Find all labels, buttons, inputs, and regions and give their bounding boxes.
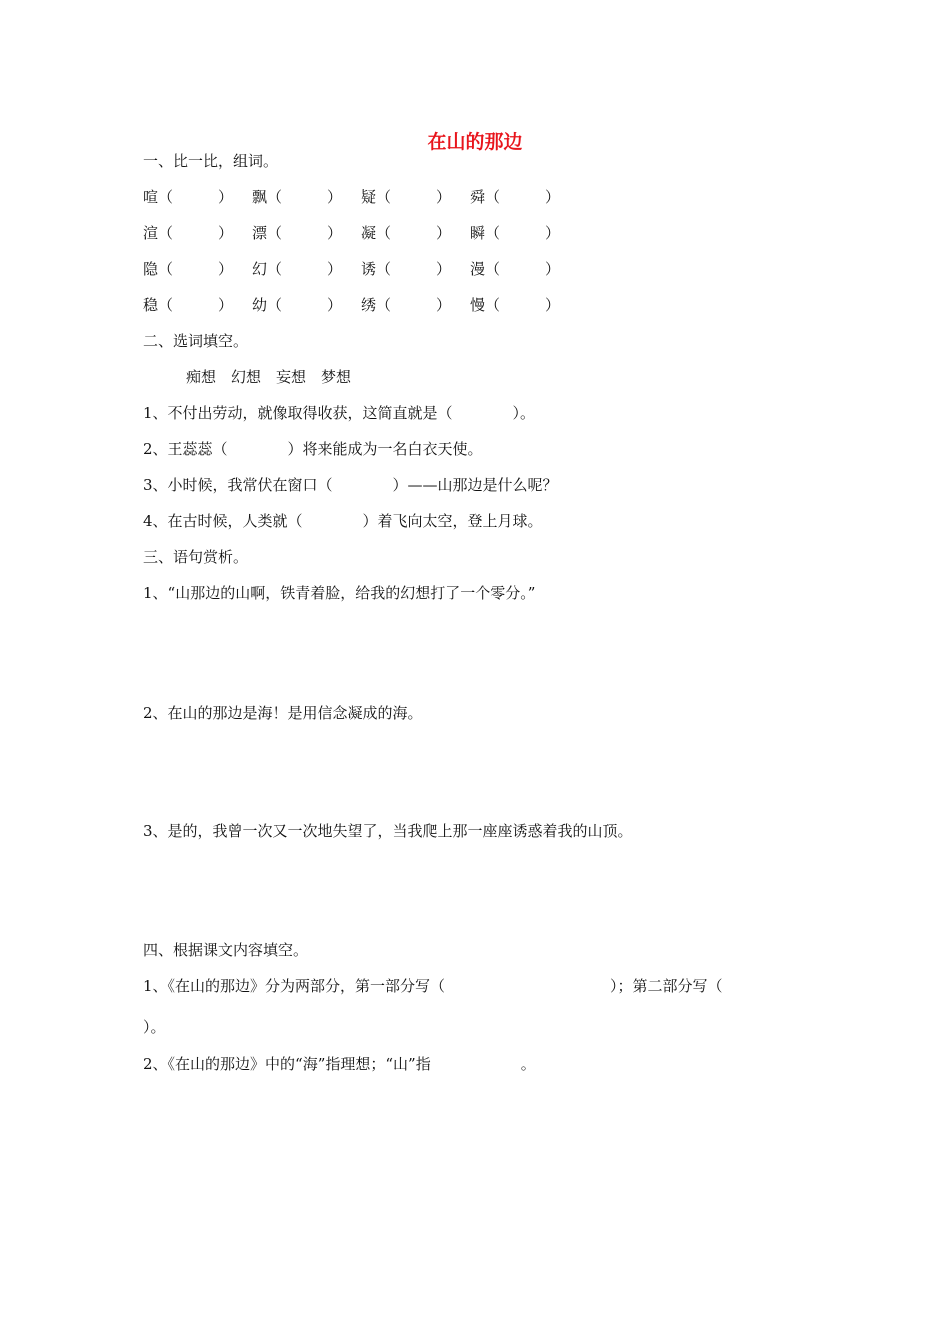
fill-item-continuation: ）。 [143, 1018, 166, 1036]
fill-item: 2、王蕊蕊（ ）将来能成为一名白衣天使。 [143, 440, 483, 458]
word-cell: 稳（ ） [143, 296, 234, 314]
word-cell: 幻（ ） [252, 260, 343, 278]
word-cell: 舜（ ） [470, 188, 561, 206]
analysis-item: 1、“山那边的山啊，铁青着脸，给我的幻想打了一个零分。” [143, 584, 536, 602]
section2-heading: 二、选词填空。 [143, 332, 249, 350]
fill-item: 4、在古时候，人类就（ ）着飞向太空，登上月球。 [143, 512, 543, 530]
fill-item: 2、《在山的那边》中的“海”指理想；“山”指 。 [143, 1055, 536, 1073]
section1-heading: 一、比一比，组词。 [143, 152, 279, 170]
word-cell: 隐（ ） [143, 260, 234, 278]
word-cell: 凝（ ） [361, 224, 452, 242]
word-cell: 喧（ ） [143, 188, 234, 206]
word-cell: 渲（ ） [143, 224, 234, 242]
word-cell: 漫（ ） [470, 260, 561, 278]
word-cell: 疑（ ） [361, 188, 452, 206]
fill-item: 3、小时候，我常伏在窗口（ ）——山那边是什么呢？ [143, 476, 558, 494]
word-cell: 瞬（ ） [470, 224, 561, 242]
word-choices: 痴想 幻想 妄想 梦想 [186, 368, 352, 386]
word-cell: 诱（ ） [361, 260, 452, 278]
word-cell: 慢（ ） [470, 296, 561, 314]
word-cell: 飘（ ） [252, 188, 343, 206]
fill-item: 1、《在山的那边》分为两部分，第一部分写（ ）；第二部分写（ [143, 977, 723, 995]
word-cell: 幼（ ） [252, 296, 343, 314]
page-title: 在山的那边 [427, 131, 523, 153]
analysis-item: 3、是的，我曾一次又一次地失望了，当我爬上那一座座诱惑着我的山顶。 [143, 822, 633, 840]
section3-heading: 三、语句赏析。 [143, 548, 249, 566]
word-cell: 绣（ ） [361, 296, 452, 314]
fill-item: 1、不付出劳动，就像取得收获，这简直就是（ ）。 [143, 404, 536, 422]
section4-heading: 四、根据课文内容填空。 [143, 941, 309, 959]
analysis-item: 2、在山的那边是海！是用信念凝成的海。 [143, 704, 423, 722]
word-cell: 漂（ ） [252, 224, 343, 242]
